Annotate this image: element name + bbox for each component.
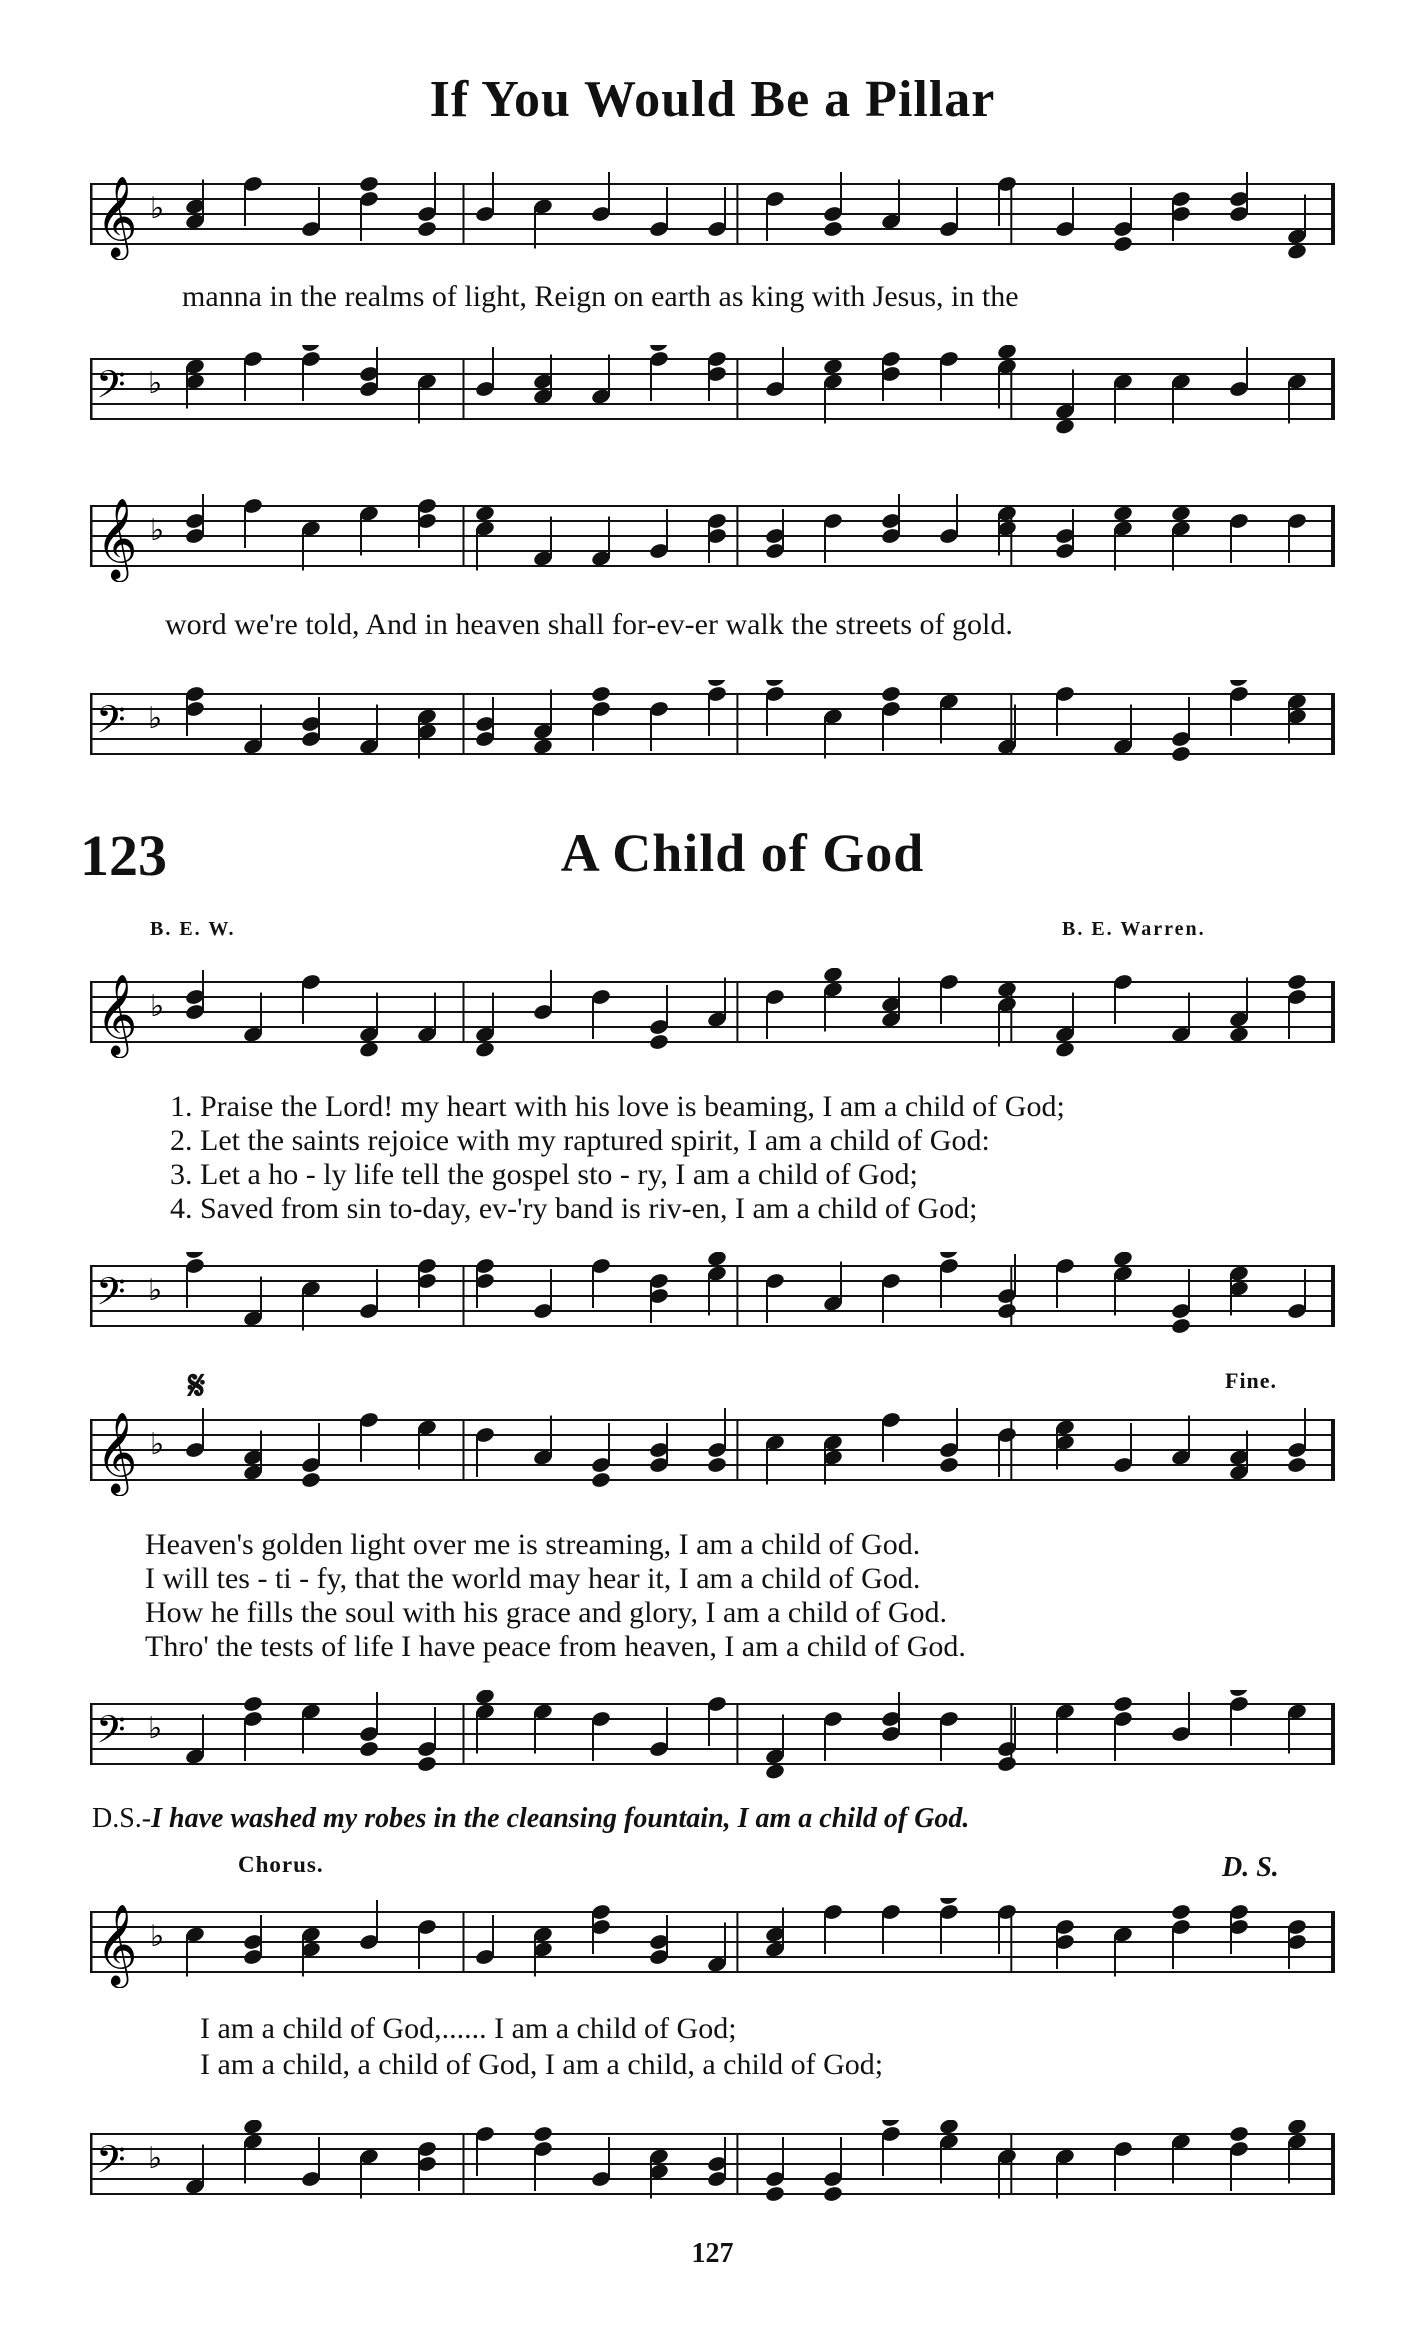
svg-text:𝄞: 𝄞	[96, 1903, 138, 1985]
chorus-label: Chorus.	[238, 1852, 324, 1877]
music-credit: B. E. Warren.	[1062, 918, 1206, 940]
chorus-ds-mark: D. S.	[1222, 1852, 1279, 1883]
svg-text:𝄢: 𝄢	[96, 1707, 126, 1761]
chorus-line-1: I am a child of God,...... I am a child of God;	[200, 2012, 737, 2045]
svg-text:𝄢: 𝄢	[96, 697, 126, 751]
svg-text:♭: ♭	[150, 1427, 165, 1462]
fine-mark: Fine.	[1225, 1368, 1278, 1393]
verse-3-line-a: 3. Let a ho - ly life tell the gospel sto - ry, I am a child of God;	[170, 1158, 918, 1191]
svg-text:♭: ♭	[148, 1711, 163, 1746]
segno-mark: 𝄋	[188, 1363, 206, 1408]
svg-text:𝄢: 𝄢	[96, 1269, 126, 1323]
verse-3-line-b: How he fills the soul with his grace and glory, I am a child of God.	[145, 1596, 948, 1629]
verse-4-line-b: Thro' the tests of life I have peace from heaven, I am a child of God.	[145, 1630, 966, 1663]
ds-text: I have washed my robes in the cleansing fountain, I am a child of God.	[151, 1803, 970, 1834]
chorus-system-bass	[90, 2120, 1335, 2210]
svg-text:𝄞: 𝄞	[96, 175, 138, 257]
svg-text:𝄞: 𝄞	[96, 497, 138, 579]
svg-text:♭: ♭	[150, 989, 165, 1024]
svg-text:𝄢: 𝄢	[96, 362, 126, 416]
verse-2-line-a: 2. Let the saints rejoice with my raptured spirit, I am a child of God:	[170, 1124, 990, 1157]
svg-text:♭: ♭	[148, 1273, 163, 1308]
chorus-system-treble	[90, 1898, 1335, 1988]
verse-2-line-b: I will tes - ti - fy, that the world may hear it, I am a child of God.	[145, 1562, 921, 1595]
ds-line	[92, 1803, 969, 1835]
prev-system-1-treble	[90, 170, 1335, 260]
verse-system-1-bass	[90, 1252, 1335, 1342]
svg-text:♭: ♭	[150, 513, 165, 548]
page-number: 127	[691, 2238, 734, 2269]
svg-text:𝄞: 𝄞	[96, 1411, 138, 1493]
svg-text:♭: ♭	[148, 366, 163, 401]
verse-part1-lyrics	[170, 1090, 1065, 1226]
previous-hymn-title: If You Would Be a Pillar	[429, 71, 996, 128]
prev-system-2-bass	[90, 680, 1335, 770]
hymn-title: A Child of God	[560, 823, 925, 883]
prev-lyrics-line-2: word we're told, And in heaven shall for-ev-er walk the streets of gold.	[165, 608, 1013, 641]
svg-text:𝄞: 𝄞	[96, 973, 138, 1055]
verse-1-line-a: 1. Praise the Lord! my heart with his love is beaming, I am a child of God;	[170, 1090, 1065, 1123]
verse-4-line-a: 4. Saved from sin to-day, ev-'ry band is riv-en, I am a child of God;	[170, 1192, 978, 1225]
hymn-number: 123	[80, 823, 167, 888]
chorus-lyrics	[200, 2012, 883, 2084]
chorus-line-2: I am a child, a child of God, I am a child, a child of God;	[200, 2048, 884, 2081]
verse-1-line-b: Heaven's golden light over me is streaming, I am a child of God.	[145, 1528, 921, 1561]
svg-text:♭: ♭	[148, 701, 163, 736]
svg-text:♭: ♭	[148, 2141, 163, 2176]
ds-prefix: D.S.-	[92, 1803, 152, 1834]
svg-text:♭: ♭	[150, 191, 165, 226]
svg-text:𝄢: 𝄢	[96, 2137, 126, 2191]
verse-system-1-treble	[90, 968, 1335, 1058]
words-credit: B. E. W.	[150, 918, 236, 940]
prev-lyrics-line-1: manna in the realms of light, Reign on earth as king with Jesus, in the	[182, 280, 1019, 313]
svg-text:♭: ♭	[150, 1919, 165, 1954]
prev-system-1-bass	[90, 345, 1335, 435]
verse-system-2-treble	[90, 1406, 1335, 1496]
verse-part2-lyrics	[145, 1528, 966, 1664]
verse-system-2-bass	[90, 1690, 1335, 1780]
prev-system-2-treble	[90, 492, 1335, 582]
